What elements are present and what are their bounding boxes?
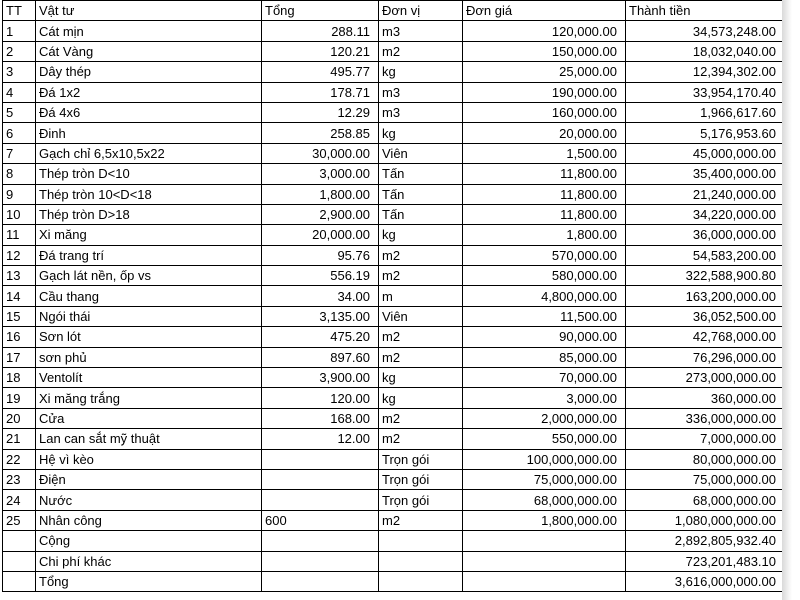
cell-tt[interactable]: 23 [3, 469, 36, 489]
table-row [3, 469, 785, 489]
cell-tt[interactable]: 12 [3, 245, 36, 265]
cell-price[interactable]: 150,000.00 [463, 41, 626, 61]
cell-item[interactable]: Thép tròn D>18 [36, 204, 262, 224]
cell-qty[interactable]: 12.29 [262, 102, 379, 122]
cell-amount[interactable]: 273,000,000.00 [626, 368, 785, 388]
cell-amount[interactable]: 36,000,000.00 [626, 225, 785, 245]
cell-qty[interactable]: 3,135.00 [262, 306, 379, 326]
cell-price[interactable]: 120,000.00 [463, 21, 626, 41]
cell-qty[interactable]: 288.11 [262, 21, 379, 41]
table-row [3, 510, 785, 530]
cell-price[interactable]: 580,000.00 [463, 266, 626, 286]
cell-unit[interactable]: m2 [379, 429, 463, 449]
table-row [3, 102, 785, 122]
table-row [3, 82, 785, 102]
cell-tt[interactable]: 10 [3, 204, 36, 224]
cell-unit[interactable]: m2 [379, 347, 463, 367]
cell-unit[interactable]: Tấn [379, 184, 463, 204]
cell-unit[interactable]: Trọn gói [379, 490, 463, 510]
cell-qty[interactable] [262, 531, 379, 551]
cell-amount[interactable]: 54,583,200.00 [626, 245, 785, 265]
table-row [3, 245, 785, 265]
cell-qty[interactable]: 495.77 [262, 62, 379, 82]
cell-qty[interactable]: 30,000.00 [262, 143, 379, 163]
cell-tt[interactable]: 4 [3, 82, 36, 102]
cell-amount[interactable]: 36,052,500.00 [626, 306, 785, 326]
cell-price[interactable]: 1,800.00 [463, 225, 626, 245]
cell-amount[interactable]: 12,394,302.00 [626, 62, 785, 82]
cell-item[interactable]: Thép tròn D<10 [36, 164, 262, 184]
cell-amount[interactable]: 33,954,170.40 [626, 82, 785, 102]
cell-tt[interactable]: 1 [3, 21, 36, 41]
header-don-gia[interactable]: Đơn giá [463, 1, 626, 21]
cell-item[interactable]: Ventolít [36, 368, 262, 388]
table-row [3, 184, 785, 204]
table-row [3, 286, 785, 306]
cell-tt[interactable]: 13 [3, 266, 36, 286]
table-row [3, 306, 785, 326]
table-row [3, 347, 785, 367]
cell-qty[interactable] [262, 469, 379, 489]
cell-tt[interactable]: 24 [3, 490, 36, 510]
table-body [3, 21, 785, 531]
header-vat-tu[interactable]: Vật tư [36, 1, 262, 21]
cell-unit[interactable]: kg [379, 388, 463, 408]
cell-unit[interactable]: m [379, 286, 463, 306]
cell-qty[interactable]: 95.76 [262, 245, 379, 265]
cell-price[interactable] [463, 551, 626, 571]
cell-unit[interactable] [379, 551, 463, 571]
cell-price[interactable]: 1,500.00 [463, 143, 626, 163]
total-row [3, 551, 785, 571]
cell-amount[interactable]: 360,000.00 [626, 388, 785, 408]
cell-price[interactable]: 1,800,000.00 [463, 510, 626, 530]
cell-tt[interactable]: 25 [3, 510, 36, 530]
header-row [3, 1, 785, 21]
cell-amount[interactable]: 1,080,000,000.00 [626, 510, 785, 530]
cell-amount[interactable]: 76,296,000.00 [626, 347, 785, 367]
cell-tt[interactable]: 2 [3, 41, 36, 61]
table-row [3, 408, 785, 428]
cell-amount[interactable]: 7,000,000.00 [626, 429, 785, 449]
cell-price[interactable]: 11,800.00 [463, 184, 626, 204]
cell-item[interactable]: Điện [36, 469, 262, 489]
cell-unit[interactable]: Trọn gói [379, 449, 463, 469]
cell-tt[interactable]: 9 [3, 184, 36, 204]
cell-unit[interactable]: m2 [379, 41, 463, 61]
table-row [3, 225, 785, 245]
cell-price[interactable] [463, 531, 626, 551]
cell-amount[interactable]: 75,000,000.00 [626, 469, 785, 489]
cell-item[interactable]: Đá 1x2 [36, 82, 262, 102]
cell-qty[interactable]: 897.60 [262, 347, 379, 367]
cell-tt[interactable]: 8 [3, 164, 36, 184]
cell-unit[interactable]: Viên [379, 306, 463, 326]
cell-unit[interactable]: m2 [379, 245, 463, 265]
cell-qty[interactable]: 2,900.00 [262, 204, 379, 224]
cell-item[interactable]: Cát mịn [36, 21, 262, 41]
cell-item[interactable]: Xi măng trắng [36, 388, 262, 408]
cell-tt[interactable]: 16 [3, 327, 36, 347]
cell-unit[interactable]: Viên [379, 143, 463, 163]
cell-tt[interactable]: 21 [3, 429, 36, 449]
cell-item[interactable]: Đinh [36, 123, 262, 143]
cell-amount[interactable]: 68,000,000.00 [626, 490, 785, 510]
cell-amount[interactable]: 35,400,000.00 [626, 164, 785, 184]
cell-qty[interactable]: 556.19 [262, 266, 379, 286]
cell-unit[interactable]: kg [379, 368, 463, 388]
cell-qty[interactable]: 475.20 [262, 327, 379, 347]
cell-item[interactable]: Ngói thái [36, 306, 262, 326]
cell-tt[interactable]: 11 [3, 225, 36, 245]
cell-price[interactable]: 11,800.00 [463, 164, 626, 184]
cell-unit[interactable]: kg [379, 62, 463, 82]
cell-amount[interactable]: 322,588,900.80 [626, 266, 785, 286]
cell-qty[interactable]: 168.00 [262, 408, 379, 428]
cell-qty[interactable]: 3,900.00 [262, 368, 379, 388]
table-row [3, 21, 785, 41]
cell-price[interactable]: 20,000.00 [463, 123, 626, 143]
cell-qty[interactable]: 1,800.00 [262, 184, 379, 204]
cell-tt[interactable] [3, 551, 36, 571]
cell-amount[interactable]: 1,966,617.60 [626, 102, 785, 122]
cell-tt[interactable]: 19 [3, 388, 36, 408]
cell-qty[interactable]: 120.21 [262, 41, 379, 61]
cell-price[interactable]: 190,000.00 [463, 82, 626, 102]
cell-item[interactable]: Sơn lót [36, 327, 262, 347]
totals-body [3, 531, 785, 592]
cell-qty[interactable]: 12.00 [262, 429, 379, 449]
cell-item[interactable]: Lan can sắt mỹ thuật [36, 429, 262, 449]
table-row [3, 41, 785, 61]
cell-tt[interactable]: 20 [3, 408, 36, 428]
table-row [3, 143, 785, 163]
cell-unit[interactable]: kg [379, 225, 463, 245]
table-row [3, 449, 785, 469]
header-don-vi[interactable]: Đơn vị [379, 1, 463, 21]
cell-price[interactable]: 4,800,000.00 [463, 286, 626, 306]
cell-qty[interactable] [262, 449, 379, 469]
table-row [3, 62, 785, 82]
cell-price[interactable]: 570,000.00 [463, 245, 626, 265]
cell-unit[interactable] [379, 531, 463, 551]
cell-item[interactable]: Nước [36, 490, 262, 510]
cell-unit[interactable]: m2 [379, 408, 463, 428]
cell-price[interactable]: 11,800.00 [463, 204, 626, 224]
total-label[interactable]: Cộng [36, 531, 262, 551]
cell-tt[interactable]: 22 [3, 449, 36, 469]
cell-amount[interactable]: 42,768,000.00 [626, 327, 785, 347]
cell-item[interactable]: Dây thép [36, 62, 262, 82]
total-row [3, 531, 785, 551]
cell-tt[interactable]: 7 [3, 143, 36, 163]
total-label[interactable]: Tổng [36, 571, 262, 591]
cell-qty[interactable]: 178.71 [262, 82, 379, 102]
cell-item[interactable]: Cửa [36, 408, 262, 428]
cell-price[interactable]: 100,000,000.00 [463, 449, 626, 469]
cell-tt[interactable]: 17 [3, 347, 36, 367]
cell-tt[interactable] [3, 531, 36, 551]
cell-item[interactable]: Hệ vì kèo [36, 449, 262, 469]
cell-unit[interactable] [379, 571, 463, 591]
cell-unit[interactable]: Tấn [379, 204, 463, 224]
cell-amount[interactable]: 34,573,248.00 [626, 21, 785, 41]
cell-price[interactable]: 85,000.00 [463, 347, 626, 367]
cell-price[interactable]: 11,500.00 [463, 306, 626, 326]
cell-item[interactable]: Gạch chỉ 6,5x10,5x22 [36, 143, 262, 163]
cell-item[interactable]: Đá trang trí [36, 245, 262, 265]
cell-unit[interactable]: m3 [379, 82, 463, 102]
table-row [3, 164, 785, 184]
cell-price[interactable]: 550,000.00 [463, 429, 626, 449]
cell-qty[interactable]: 34.00 [262, 286, 379, 306]
cell-item[interactable]: Gạch lát nền, ốp vs [36, 266, 262, 286]
materials-table [2, 0, 785, 592]
cell-amount[interactable]: 80,000,000.00 [626, 449, 785, 469]
table-row [3, 204, 785, 224]
cell-price[interactable]: 70,000.00 [463, 368, 626, 388]
cell-item[interactable]: Cát Vàng [36, 41, 262, 61]
cell-amount[interactable]: 18,032,040.00 [626, 41, 785, 61]
cell-price[interactable] [463, 571, 626, 591]
table-row [3, 429, 785, 449]
header-tt[interactable]: TT [3, 1, 36, 21]
table-row [3, 388, 785, 408]
cell-price[interactable]: 75,000,000.00 [463, 469, 626, 489]
cell-qty[interactable]: 120.00 [262, 388, 379, 408]
cell-item[interactable]: Thép tròn 10<D<18 [36, 184, 262, 204]
table-row [3, 490, 785, 510]
cell-item[interactable]: Xi măng [36, 225, 262, 245]
cell-unit[interactable]: m2 [379, 510, 463, 530]
table-row [3, 266, 785, 286]
cell-qty[interactable] [262, 571, 379, 591]
cell-price[interactable]: 3,000.00 [463, 388, 626, 408]
cell-tt[interactable]: 5 [3, 102, 36, 122]
cell-tt[interactable] [3, 571, 36, 591]
cell-item[interactable]: Nhân công [36, 510, 262, 530]
cell-price[interactable]: 90,000.00 [463, 327, 626, 347]
cell-qty[interactable]: 600 [262, 510, 379, 530]
table-row [3, 368, 785, 388]
cell-qty[interactable]: 20,000.00 [262, 225, 379, 245]
cell-unit[interactable]: kg [379, 123, 463, 143]
cell-qty[interactable] [262, 490, 379, 510]
total-amount[interactable]: 3,616,000,000.00 [626, 571, 785, 591]
header-tong[interactable]: Tổng [262, 1, 379, 21]
total-amount[interactable]: 723,201,483.10 [626, 551, 785, 571]
cell-tt[interactable]: 15 [3, 306, 36, 326]
cell-qty[interactable] [262, 551, 379, 571]
cell-amount[interactable]: 21,240,000.00 [626, 184, 785, 204]
cell-amount[interactable]: 163,200,000.00 [626, 286, 785, 306]
cell-item[interactable]: Đá 4x6 [36, 102, 262, 122]
sheet-edge-shadow [782, 0, 792, 600]
cell-price[interactable]: 68,000,000.00 [463, 490, 626, 510]
table-row [3, 123, 785, 143]
total-label[interactable]: Chi phí khác [36, 551, 262, 571]
cell-amount[interactable]: 336,000,000.00 [626, 408, 785, 428]
cell-amount[interactable]: 5,176,953.60 [626, 123, 785, 143]
cell-unit[interactable]: m3 [379, 21, 463, 41]
cell-item[interactable]: sơn phủ [36, 347, 262, 367]
cell-unit[interactable]: Tấn [379, 164, 463, 184]
cell-unit[interactable]: m2 [379, 327, 463, 347]
total-row [3, 571, 785, 591]
cell-item[interactable]: Cầu thang [36, 286, 262, 306]
cell-price[interactable]: 25,000.00 [463, 62, 626, 82]
cell-tt[interactable]: 3 [3, 62, 36, 82]
cell-unit[interactable]: m3 [379, 102, 463, 122]
cell-amount[interactable]: 34,220,000.00 [626, 204, 785, 224]
cell-tt[interactable]: 18 [3, 368, 36, 388]
cell-qty[interactable]: 258.85 [262, 123, 379, 143]
header-thanh-tien[interactable]: Thành tiền [626, 1, 785, 21]
cell-unit[interactable]: Trọn gói [379, 469, 463, 489]
cell-tt[interactable]: 14 [3, 286, 36, 306]
cell-price[interactable]: 160,000.00 [463, 102, 626, 122]
cell-unit[interactable]: m2 [379, 266, 463, 286]
cell-tt[interactable]: 6 [3, 123, 36, 143]
total-amount[interactable]: 2,892,805,932.40 [626, 531, 785, 551]
cell-amount[interactable]: 45,000,000.00 [626, 143, 785, 163]
cell-qty[interactable]: 3,000.00 [262, 164, 379, 184]
cell-price[interactable]: 2,000,000.00 [463, 408, 626, 428]
table-row [3, 327, 785, 347]
